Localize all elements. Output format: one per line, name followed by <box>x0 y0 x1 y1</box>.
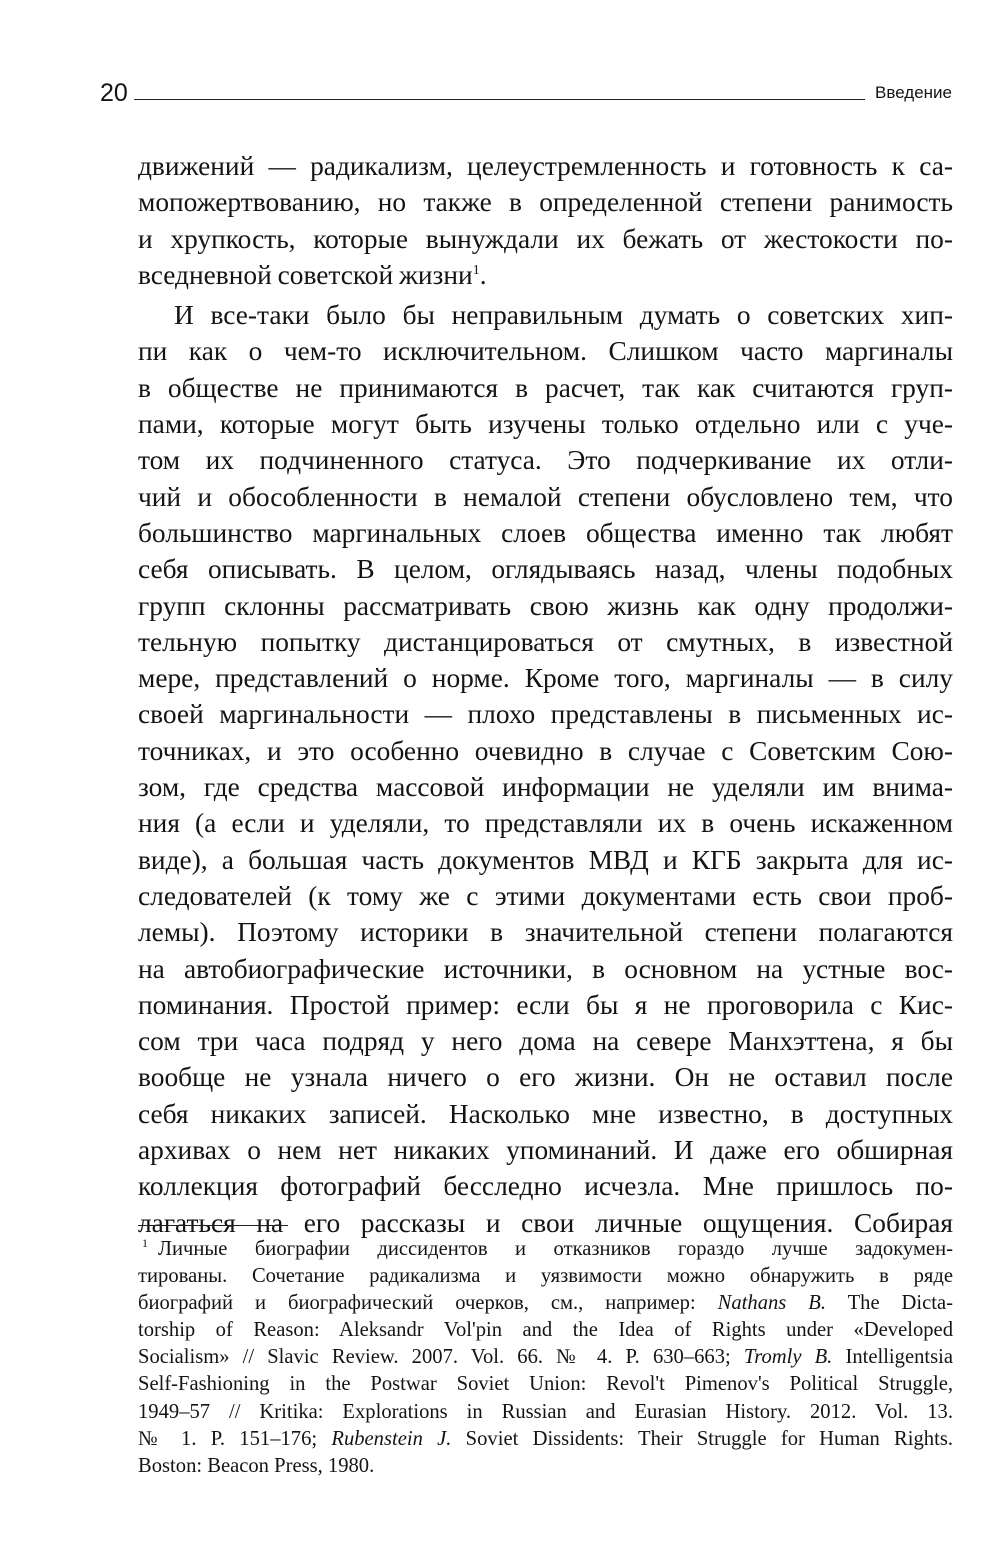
text-line: своей маргинальности — плохо представлены в письменных ис- <box>138 699 953 730</box>
header-rule <box>134 99 865 100</box>
footnote-line: torship of Reason: Aleksandr Vol'pin and the Idea of Rights under «Developed <box>138 1319 953 1342</box>
footnote-line <box>138 1290 953 1317</box>
page-number: 20 <box>100 79 128 107</box>
text-line: виде), а большая часть документов МВД и КГБ закрыта для ис- <box>138 844 953 875</box>
footnote-line <box>138 1426 953 1453</box>
text-fragment: Intelligentsia <box>832 1346 953 1369</box>
chapter-title: Введение <box>875 83 952 102</box>
text-line: ния (а если и уделяли, то представляли их в очень искаженном <box>138 808 953 839</box>
footnote <box>138 1236 953 1480</box>
text-line: себя описывать. В целом, оглядываясь назад, члены подобных <box>138 554 953 585</box>
text-line: мопожертвованию, но также в определенной степени ранимость <box>138 187 953 218</box>
footnote-line: тированы. Сочетание радикализма и уязвимости можно обнаружить в ряде <box>138 1265 953 1288</box>
text-line <box>138 257 953 293</box>
text-fragment: биографий и биографический очерков, см., например: <box>138 1292 718 1315</box>
footnote-reference[interactable]: 1 <box>472 262 480 278</box>
text-line: групп склонны рассматривать свою жизнь как одну продолжи- <box>138 590 953 621</box>
text-line: чий и обособленности в немалой степени обусловлено тем, что <box>138 481 953 512</box>
text-line: вообще не узнала ничего о его жизни. Он не оставил после <box>138 1062 953 1093</box>
footnote-line <box>138 1344 953 1371</box>
text-line: себя никаких записей. Насколько мне известно, в доступных <box>138 1098 953 1129</box>
text-fragment: Личные биографии диссидентов и отказников гораздо лучше задокумен- <box>158 1238 953 1260</box>
footnote-line: Self-Fashioning in the Postwar Soviet Union: Revol't Pimenov's Political Struggle, <box>138 1373 953 1396</box>
footnote-mark: 1 <box>142 1236 148 1251</box>
text-fragment: The Dicta- <box>825 1292 953 1315</box>
text-line: архивах о нем нет никаких упоминаний. И даже его обширная <box>138 1135 953 1166</box>
text-fragment: Socialism» // Slavic Review. 2007. Vol. 66. № 4. P. 630–663; <box>138 1346 744 1369</box>
text-line: зом, где средства массовой информации не уделяли им внима- <box>138 772 953 803</box>
footnote-rule <box>138 1225 288 1226</box>
text-line: лагаться на его рассказы и свои личные ощущения. Собирая <box>138 1207 953 1238</box>
text-line: мере, представлений о норме. Кроме того, маргиналы — в силу <box>138 663 953 694</box>
text-line: сом три часа подряд у него дома на севере Манхэттена, я бы <box>138 1026 953 1057</box>
text-line: следователей (к тому же с этими документами есть свои проб- <box>138 880 953 911</box>
text-line: и хрупкость, которые вынуждали их бежать от жестокости по- <box>138 223 953 254</box>
text-line: в обществе не принимаются в расчет, так как считаются груп- <box>138 372 953 403</box>
main-text <box>138 148 953 1241</box>
text-line: на автобиографические источники, в основном на устные вос- <box>138 953 953 984</box>
text-line: пи как о чем-то исключительном. Слишком часто маргиналы <box>138 336 953 367</box>
author-name: Nathans B. <box>717 1292 826 1315</box>
text-line: лемы). Поэтому историки в значительной степени полагаются <box>138 917 953 948</box>
footnote-line <box>138 1236 953 1263</box>
text-line: пами, которые могут быть изучены только отдельно или с уче- <box>138 409 953 440</box>
text-line: том их подчиненного статуса. Это подчеркивание их отли- <box>138 445 953 476</box>
text-line: точниках, и это особенно очевидно в случае с Советским Сою- <box>138 735 953 766</box>
text-line: движений — радикализм, целеустремленность и готовность к са- <box>138 151 953 181</box>
text-fragment: Soviet Dissidents: Their Struggle for Human Rights. <box>451 1427 953 1450</box>
text-line: тельную попытку дистанцироваться от смутных, в известной <box>138 626 953 657</box>
text-fragment: . <box>479 259 487 290</box>
text-line: большинство маргинальных слоев общества именно так любят <box>138 517 953 548</box>
text-line: поминания. Простой пример: если бы я не проговорила с Кис- <box>138 989 953 1020</box>
running-header <box>100 76 952 106</box>
author-name: Rubenstein J. <box>331 1427 452 1450</box>
footnote-line: Boston: Beacon Press, 1980. <box>138 1454 375 1477</box>
text-fragment: вседневной советской жизни <box>138 259 473 290</box>
text-line: И все-таки было бы неправильным думать о советских хип- <box>174 300 953 331</box>
footnote-line: 1949–57 // Kritika: Explorations in Russian and Eurasian History. 2012. Vol. 13. <box>138 1400 953 1423</box>
text-fragment: № 1. P. 151–176; <box>138 1427 332 1450</box>
author-name: Tromly B. <box>743 1346 833 1369</box>
text-line: коллекция фотографий бесследно исчезла. Мне пришлось по- <box>138 1171 953 1202</box>
